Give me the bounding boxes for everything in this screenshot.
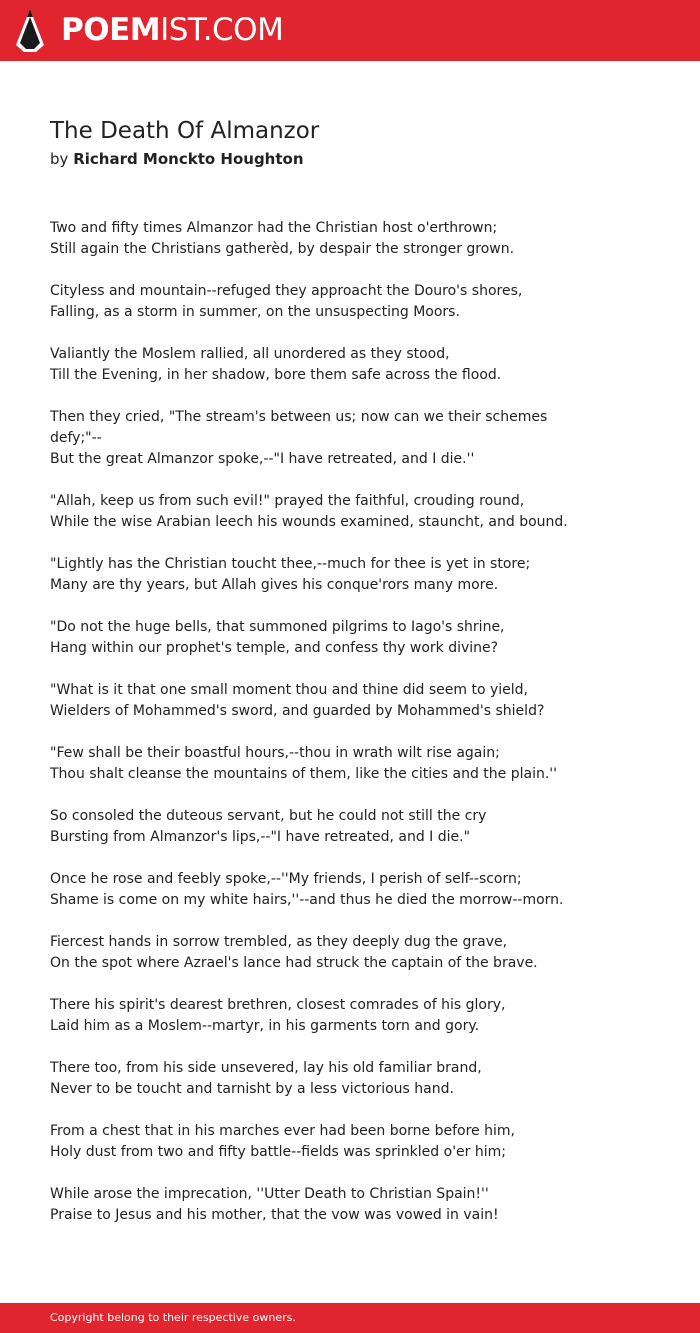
poem-stanza [50,806,590,848]
poem-line: From a chest that in his marches ever had been borne before him, [50,1123,515,1139]
poem-line: Two and fifty times Almanzor had the Christian host o'erthrown; [50,220,498,236]
poem-stanza [50,407,590,470]
poem-line: Cityless and mountain--refuged they approacht the Douro's shores, [50,283,523,299]
poem-line: Laid him as a Moslem--martyr, in his garments torn and gory. [50,1018,480,1034]
poem-stanza [50,491,590,533]
poem-line: So consoled the duteous servant, but he could not still the cry [50,808,487,824]
poem-stanza [50,554,590,596]
site-footer [0,1303,700,1333]
poem-author: Richard Monckto Houghton [73,150,304,168]
site-logo[interactable] [61,12,283,48]
poem-line: Valiantly the Moslem rallied, all unordered as they stood, [50,346,450,362]
poem-stanza [50,617,590,659]
by-label: by [50,150,69,168]
poem-stanza [50,218,590,260]
logo-light-text: IST.COM [160,12,284,48]
poem-line: "Lightly has the Christian toucht thee,--much for thee is yet in store; [50,556,531,572]
poem-body [50,218,590,1247]
poem-line: Then they cried, "The stream's between us; now can we their schemes [50,409,548,425]
poem-line: Thou shalt cleanse the mountains of them, like the cities and the plain.'' [50,766,557,782]
logo-bold-text: POEM [61,12,161,48]
poem-line: "What is it that one small moment thou and thine did seem to yield, [50,682,528,698]
poem-line: Holy dust from two and fifty battle--fields was sprinkled o'er him; [50,1144,506,1160]
poem-byline [50,149,304,169]
poem-line: Till the Evening, in her shadow, bore them safe across the flood. [50,367,502,383]
poem-line: Once he rose and feebly spoke,--''My friends, I perish of self--scorn; [50,871,522,887]
poem-line: "Few shall be their boastful hours,--thou in wrath wilt rise again; [50,745,500,761]
poem-stanza [50,1058,590,1100]
poem-line: Fiercest hands in sorrow trembled, as they deeply dug the grave, [50,934,508,950]
poem-stanza [50,344,590,386]
poem-line: There too, from his side unsevered, lay his old familiar brand, [50,1060,482,1076]
poem-stanza [50,932,590,974]
copyright-text: Copyright belong to their respective owners. [50,1311,296,1324]
poem-line: But the great Almanzor spoke,--"I have retreated, and I die.'' [50,451,475,467]
poem-line: There his spirit's dearest brethren, closest comrades of his glory, [50,997,506,1013]
poem-stanza [50,281,590,323]
poem-line: While arose the imprecation, ''Utter Death to Christian Spain!'' [50,1186,489,1202]
poem-line: Praise to Jesus and his mother, that the vow was vowed in vain! [50,1207,499,1223]
poem-line: Wielders of Mohammed's sword, and guarded by Mohammed's shield? [50,703,545,719]
poem-line: Bursting from Almanzor's lips,--"I have retreated, and I die." [50,829,471,845]
poem-line: "Do not the huge bells, that summoned pilgrims to Iago's shrine, [50,619,505,635]
poem-stanza [50,995,590,1037]
poem-line: Never to be toucht and tarnisht by a less victorious hand. [50,1081,454,1097]
site-header [0,0,700,61]
poem-line: Hang within our prophet's temple, and confess thy work divine? [50,640,499,656]
poem-stanza [50,1184,590,1226]
poem-line: "Allah, keep us from such evil!" prayed the faithful, crouding round, [50,493,525,509]
poem-stanza [50,869,590,911]
poem-line: Still again the Christians gatherèd, by despair the stronger grown. [50,241,515,257]
poem-line: defy;"-- [50,430,102,446]
poem-stanza [50,680,590,722]
poem-stanza [50,743,590,785]
poem-title: The Death Of Almanzor [50,118,320,144]
poem-line: On the spot where Azrael's lance had struck the captain of the brave. [50,955,538,971]
poem-line: Falling, as a storm in summer, on the unsuspecting Moors. [50,304,460,320]
poem-line: Many are thy years, but Allah gives his conque'rors many more. [50,577,499,593]
poem-line: Shame is come on my white hairs,''--and thus he died the morrow--morn. [50,892,564,908]
poem-stanza [50,1121,590,1163]
poem-line: While the wise Arabian leech his wounds examined, stauncht, and bound. [50,514,568,530]
pencil-tip-icon[interactable] [16,9,44,52]
